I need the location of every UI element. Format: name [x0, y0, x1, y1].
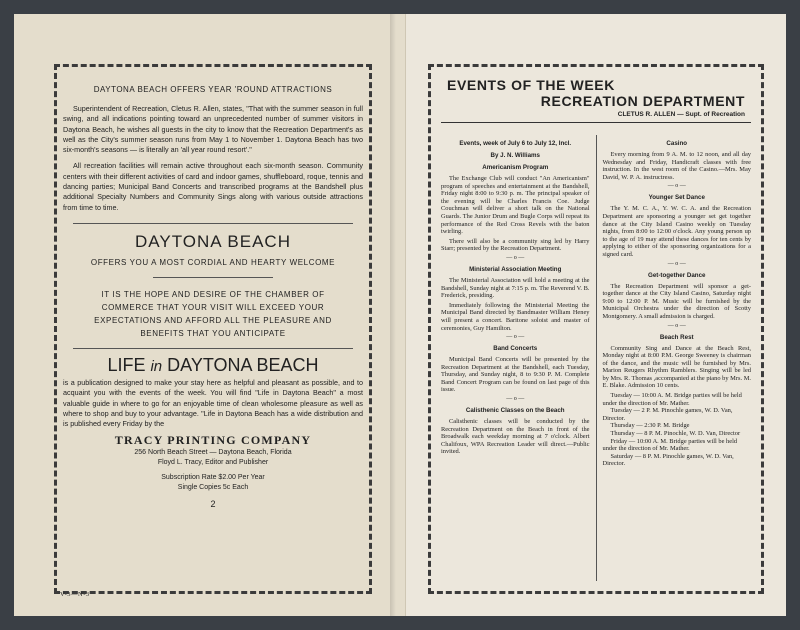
event-paragraph: Calisthenic classes will be conducted by the Recreation Department on the Beach in front of the Broadwalk each weekday morning at 7 o'clock. Albert Chalifoux, WPA Recreation Leader will direct.—Public invited.: [441, 418, 590, 456]
life-in-daytona-beach-title: LIFE in DAYTONA BEACH: [107, 354, 319, 375]
event-paragraph: Every morning from 9 A. M. to 12 noon, and all day Wednesday and Friday, Handicraft classes with free instruction. In the west room of the Casino.—Mrs. May David, W. P. A. instructress.: [602, 151, 751, 181]
schedule-line: Saturday — 8 P. M. Pinochle games, W. D. Van, Director.: [602, 452, 734, 468]
event-paragraph: The Ministerial Association will hold a meeting at the Bandshell, Sunday night at 7:15 p. m. The Reverend V. B. Frederick, presiding.: [441, 276, 590, 300]
divider: [73, 348, 353, 349]
department-title: RECREATION DEPARTMENT: [540, 93, 745, 109]
superintendent-byline: CLETUS R. ALLEN — Supt. of Recreation: [617, 111, 745, 118]
attractions-paragraph-1: Superintendent of Recreation, Cletus R. Allen, states, "That with the summer season in full swing, and all indications pointing toward an unprecedented number of summer visitors in Daytona Beach, he wishes all guests in the city to know that the Recreation Department's as well as the City's summer season runs from May 1 to November 1. Daytona Beach has two six-month's seasons — is literally an 'all year round resort'.": [63, 104, 363, 155]
events-column-left: [441, 135, 590, 581]
short-divider: [153, 277, 273, 278]
schedule-line: Thursday — 8 P. M. Pinochle, W. D. Van, Director: [610, 430, 741, 438]
section-separator: — o —: [506, 254, 525, 261]
schedule-line: Tuesday — 10:00 A. M. Bridge parties will be held under the direction of Mr. Mather.: [602, 392, 742, 407]
left-page-border: [54, 64, 372, 594]
chamber-of-commerce-message: IT IS THE HOPE AND DESIRE OF THE CHAMBER OF COMMERCE THAT YOUR VISIT WILL EXCEED YOUR EXPECTATIONS AND AFFORD ALL THE PLEASURE AND BENEFITS THAT YOU ANTICIPATE: [94, 289, 332, 338]
event-heading: Younger Set Dance: [648, 194, 705, 202]
left-page-content: [63, 73, 363, 585]
event-heading: Americanism Program: [482, 164, 549, 171]
event-heading: Beach Rest: [659, 333, 694, 341]
attractions-paragraph-2: All recreation facilities will remain active throughout each six-month season. Community centers with their different activities of card and indoor games, shuffleboard, roque, tennis and dancing parties; Municipal Band Concerts and transcribed programs at the Bandshell plus additional Specialty Numbers and Community Sings along with various outside attractions from time to time.: [63, 161, 363, 212]
section-separator: — o —: [506, 396, 525, 403]
events-columns: [441, 135, 751, 581]
event-heading: Events, week of July 6 to July 12, Incl.: [459, 140, 572, 147]
volume-code: V-3—N-3: [60, 591, 90, 598]
daytona-beach-title: DAYTONA BEACH: [135, 231, 291, 251]
left-page: [14, 14, 406, 616]
title-divider: [441, 122, 751, 123]
events-column-right: [596, 135, 752, 581]
event-paragraph: The Recreation Department will sponsor a get-together dance at the City Island Casino, Saturday night 9:00 to 12:00 P. M. Music will be furnished by the Municipal Orchestra under the direction of Scotty Montgomery. A small admission is charged.: [602, 282, 751, 320]
right-page-border: [428, 64, 764, 594]
schedule-line: Tuesday — 2 P. M. Pinochle games, W. D. Van, Director.: [602, 407, 733, 422]
page-number: 2: [210, 499, 216, 510]
page-gutter: [390, 14, 396, 616]
booklet-spread: [14, 14, 786, 616]
single-copy-price: Single Copies 5c Each: [177, 484, 249, 492]
section-separator: — o —: [506, 334, 525, 341]
event-paragraph: Municipal Band Concerts will be presented by the Recreation Department at the Bandshell, each Tuesday, Thursday, and Sunday night, 8 to 9:30 P. M. Complete Band Concert Program can be found on last page of this issue.: [441, 356, 590, 394]
subscription-rate: Subscription Rate $2.00 Per Year: [161, 474, 265, 482]
publisher-address: 256 North Beach Street — Daytona Beach, Florida: [134, 449, 292, 457]
right-page: [406, 14, 786, 616]
schedule-line: Thursday — 2:30 P. M. Bridge: [610, 422, 690, 430]
event-heading: By J. N. Williams: [490, 152, 540, 159]
publisher-name: TRACY PRINTING COMPANY: [114, 433, 312, 448]
event-heading: Calisthenic Classes on the Beach: [465, 407, 565, 415]
event-paragraph: The Y. M. C. A., Y. W. C. A. and the Recreation Department are sponsoring a younger set get together dance at the City Island Casino weekly on Tuesday nights, from 8:00 to 12:00 o'clock. Any young person up to the age of 19 may attend these dances for ten cents by applying to either of the sponsoring organizations for a signed card.: [602, 205, 751, 258]
event-paragraph: Immediately following the Ministerial Meeting the Municipal Band directed by Bandmaster William Heney will present a concert. Baritone soloist and master of ceremonies, Guy Hamilton.: [441, 301, 590, 332]
event-heading: Get-together Dance: [648, 271, 706, 279]
event-heading: Ministerial Association Meeting: [469, 265, 562, 273]
event-paragraph: There will also be a community sing led by Harry Starr; presented by the Recreation Department.: [441, 237, 590, 253]
section-separator: — o —: [667, 322, 686, 329]
events-title: EVENTS OF THE WEEK: [447, 77, 615, 93]
section-separator: — o —: [667, 260, 686, 267]
event-paragraph: Community Sing and Dance at the Beach Rest, Monday night at 8:00 P.M. George Sweeney is chairman of the dance, and the music will be furnished by Mrs. Marion Reugers Rhythm Ramblers. Singing will be led by Mrs. R. Thomas ,accompanied at the piano by Mrs. M. E. Blake. Admission 10 cents.: [602, 344, 751, 390]
schedule-line: Friday — 10:00 A. M. Bridge parties will be held under the direction of Mr. Mather.: [602, 437, 738, 453]
event-paragraph: The Exchange Club will conduct "An Americanism" program of speeches and entertainment at the Bandshell, Friday night 8:00 to 9:30 p. m. The principal speaker of the evening will be Charles Francis Coe. Judge Couchman will deliver a short talk on the National Guards. The Junior Drum and Bugle Corps will repeat its performance of the Red Cross Revels with the baton twirling.: [441, 175, 590, 236]
publication-description: is a publication designed to make your stay here as helpful and pleasant as possible, and to acquaint you with the events of the week. You will find "Life in Daytona Beach" a most valuable guide in where to go for an enjoyable time of clean wholesome pleasure as well as where to shop and buy to your advantage. "Life in Daytona Beach has a wide distribution and is published every Friday by the: [63, 377, 363, 429]
attractions-heading: DAYTONA BEACH OFFERS YEAR 'ROUND ATTRACTIONS: [93, 85, 333, 94]
right-page-content: [437, 73, 755, 585]
publisher-editor: Floyd L. Tracy, Editor and Publisher: [157, 459, 269, 467]
welcome-subtitle: OFFERS YOU A MOST CORDIAL AND HEARTY WELCOME: [90, 257, 336, 267]
event-heading: Casino: [666, 140, 688, 147]
divider: [73, 223, 353, 224]
event-heading: Band Concerts: [493, 345, 538, 353]
section-separator: — o —: [667, 183, 686, 190]
